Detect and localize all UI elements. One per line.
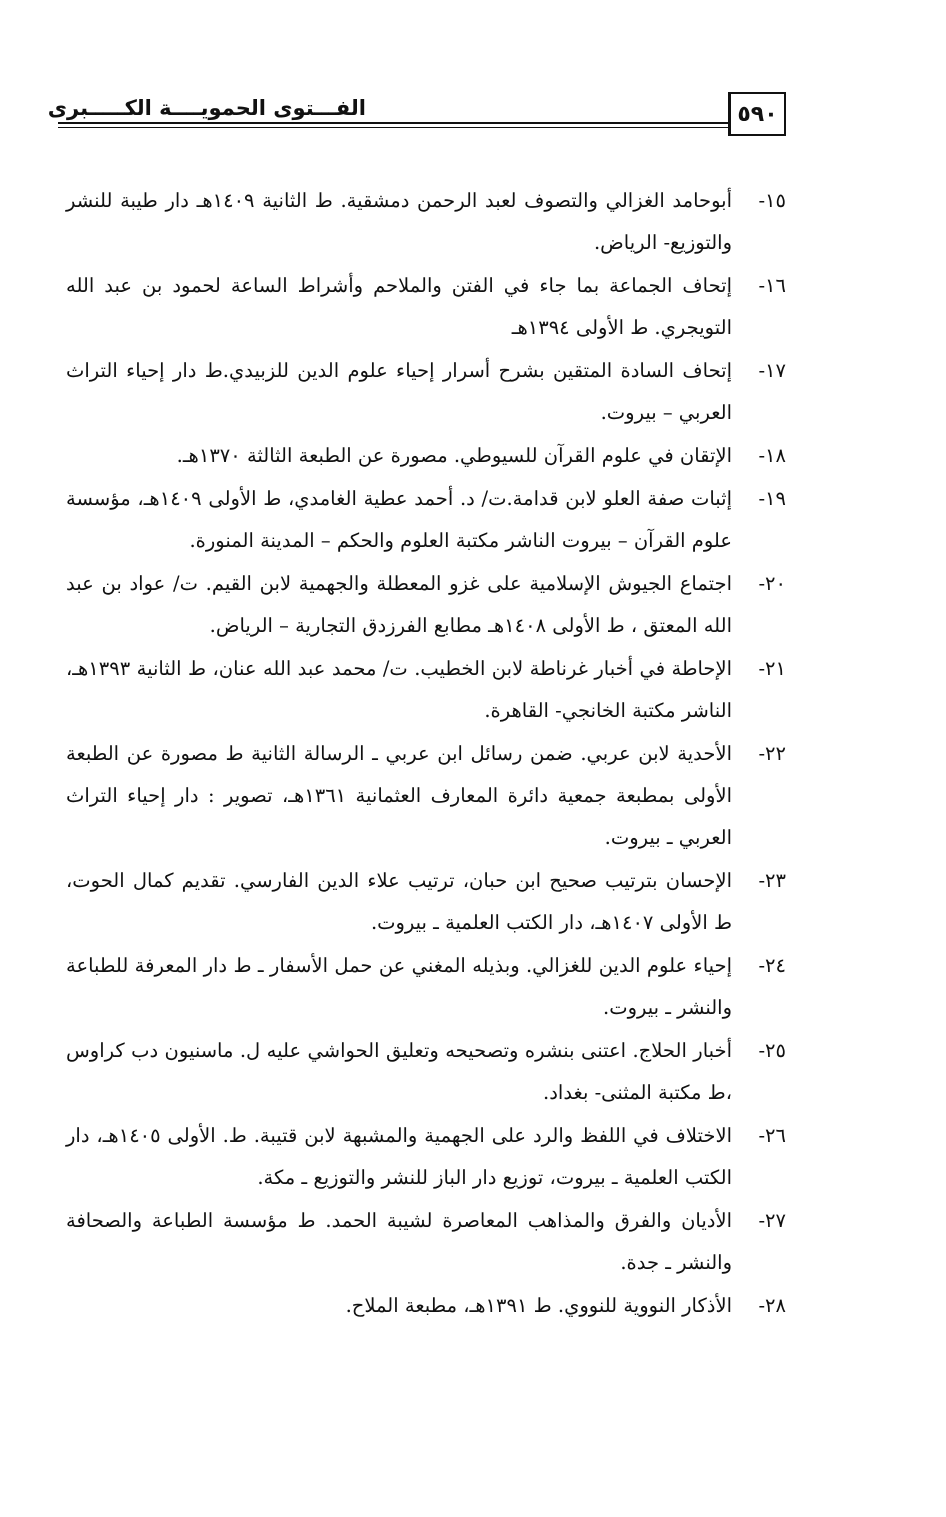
reference-text: الأديان والفرق والمذاهب المعاصرة لشيبة الحمد. ط مؤسسة الطباعة والصحافة والنشر ـ جدة. [66, 1209, 732, 1274]
reference-number: ٢٣- [758, 869, 786, 892]
reference-text: الإحسان بترتيب صحيح ابن حبان، ترتيب علاء الدين الفارسي. تقديم كمال الحوت، ط الأولى ١٤٠٧هـ، دار الكتب العلمية ـ بيروت. [66, 869, 732, 934]
reference-text: الاختلاف في اللفظ والرد على الجهمية والمشبهة لابن قتيبة. ط. الأولى ١٤٠٥هـ، دار الكتب العلمية ـ بيروت، توزيع دار الباز للنشر والتوزيع ـ مكة. [66, 1124, 732, 1189]
reference-number: ٢٥- [758, 1039, 786, 1062]
reference-number: ١٦- [758, 274, 786, 297]
reference-number: ٢٦- [758, 1124, 786, 1147]
reference-text: الإحاطة في أخبار غرناطة لابن الخطيب. ت/ محمد عبد الله عنان، ط الثانية ١٣٩٣هـ، الناشر مكتبة الخانجي- القاهرة. [66, 657, 732, 722]
reference-item [66, 1030, 786, 1114]
reference-number: ١٩- [758, 487, 786, 510]
running-title: الفـــتوى الحمويــــة الكـــــبرى [47, 96, 366, 120]
reference-text: إتحاف السادة المتقين بشرح أسرار إحياء علوم الدين للزبيدي.ط دار إحياء التراث العربي – بيروت. [66, 359, 732, 424]
reference-item [66, 265, 786, 349]
reference-text: أبوحامد الغزالي والتصوف لعبد الرحمن دمشقية. ط الثانية ١٤٠٩هـ دار طيبة للنشر والتوزيع- الرياض. [66, 189, 732, 254]
reference-number: ٢٨- [758, 1294, 786, 1317]
reference-text: إثبات صفة العلو لابن قدامة.ت/ د. أحمد عطية الغامدي، ط الأولى ١٤٠٩هـ، مؤسسة علوم القرآن – بيروت الناشر مكتبة العلوم والحكم – المدينة المنورة. [66, 487, 732, 552]
reference-number: ٢٤- [758, 954, 786, 977]
reference-text: الإتقان في علوم القرآن للسيوطي. مصورة عن الطبعة الثالثة ١٣٧٠هـ. [176, 444, 732, 467]
reference-text: إتحاف الجماعة بما جاء في الفتن والملاحم وأشراط الساعة لحمود بن عبد الله التويجري. ط الأولى ١٣٩٤هـ [66, 274, 732, 339]
reference-text: الأحدية لابن عربي. ضمن رسائل ابن عربي ـ الرسالة الثانية ط مصورة عن الطبعة الأولى بمطبعة جمعية دائرة المعارف العثمانية ١٣٦١هـ، تصوير : دار إحياء التراث العربي ـ بيروت. [66, 742, 732, 849]
reference-number: ٢٧- [758, 1209, 786, 1232]
references-list [66, 180, 786, 1328]
header-rule-thick [58, 122, 730, 124]
reference-item [66, 435, 786, 477]
reference-item [66, 1200, 786, 1284]
reference-number: ١٨- [758, 444, 786, 467]
reference-text: اجتماع الجيوش الإسلامية على غزو المعطلة والجهمية لابن القيم. ت/ عواد بن عبد الله المعتق ، ط الأولى ١٤٠٨هـ مطابع الفرزدق التجارية – الرياض. [66, 572, 732, 637]
reference-text: الأذكار النووية للنووي. ط ١٣٩١هـ، مطبعة الملاح. [345, 1294, 732, 1317]
reference-number: ٢١- [758, 657, 786, 680]
reference-number: ١٧- [758, 359, 786, 382]
reference-item [66, 1285, 786, 1327]
reference-item [66, 860, 786, 944]
reference-text: أخبار الحلاج. اعتنى بنشره وتصحيحه وتعليق الحواشي عليه ل. ماسنيون دب كراوس ،ط مكتبة المثنى- بغداد. [66, 1039, 732, 1104]
reference-number: ٢٠- [758, 572, 786, 595]
reference-item [66, 733, 786, 859]
reference-number: ١٥- [758, 189, 786, 212]
header-rule-thin [58, 127, 730, 128]
reference-item [66, 180, 786, 264]
reference-item [66, 648, 786, 732]
reference-item [66, 350, 786, 434]
reference-item [66, 478, 786, 562]
page-number: ٥٩٠ [728, 92, 786, 136]
page-header [47, 92, 786, 140]
reference-item [66, 563, 786, 647]
reference-number: ٢٢- [758, 742, 786, 765]
reference-text: إحياء علوم الدين للغزالي. وبذيله المغني عن حمل الأسفار ـ ط دار المعرفة للطباعة والنشر ـ بيروت. [66, 954, 732, 1019]
reference-item [66, 945, 786, 1029]
reference-item [66, 1115, 786, 1199]
